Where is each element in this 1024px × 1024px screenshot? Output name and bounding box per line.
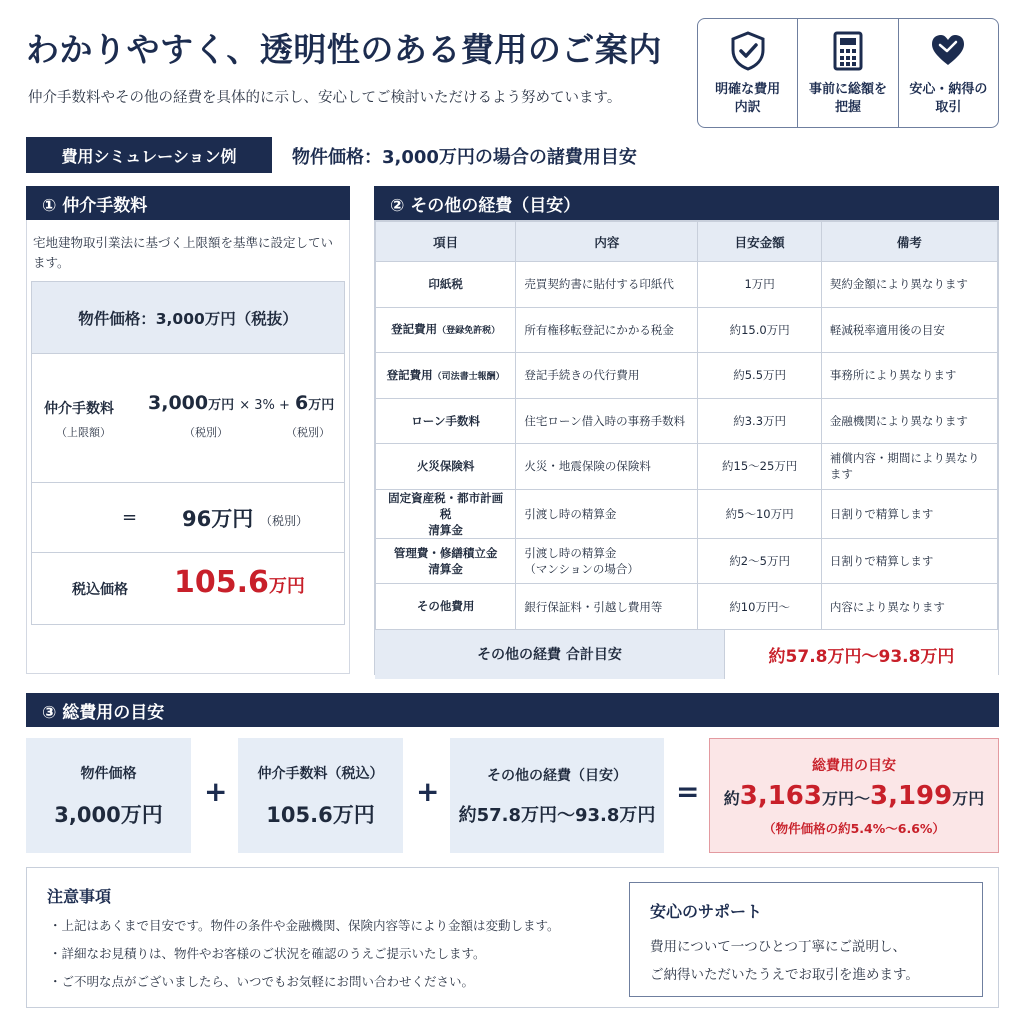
expense-note: 補償内容・期間により異なります	[821, 444, 997, 490]
expense-amount: 1万円	[698, 262, 821, 308]
table-row	[376, 262, 998, 308]
formula-a-tax-note: （税別）	[184, 426, 228, 439]
summary-property-price	[26, 738, 191, 853]
badge-label: 明確な費用 内訳	[715, 82, 781, 115]
table-row	[376, 307, 998, 353]
summary-total	[709, 738, 999, 853]
expense-item: 火災保険料	[376, 444, 516, 490]
calculator-icon	[830, 31, 866, 71]
expense-content: 火災・地震保険の保険料	[516, 444, 698, 490]
plus-sign: +	[416, 775, 440, 808]
note-line: ・詳細なお見積りは、物件やお客様のご状況を確認のうえご提示いたします。	[49, 946, 486, 961]
expense-amount: 約2～5万円	[698, 538, 821, 584]
support-line: 費用について一つひとつ丁寧にご説明し、	[650, 939, 906, 955]
fee-calculation-box	[31, 281, 345, 625]
simulation-tag: 費用シミュレーション例	[26, 137, 272, 173]
badge-label: 安心・納得の 取引	[909, 82, 988, 115]
tax-included-value: 105.6万円	[174, 565, 305, 600]
expense-content: 銀行保証料・引越し費用等	[516, 584, 698, 630]
table-header-row	[376, 222, 998, 262]
expense-item: その他費用	[376, 584, 516, 630]
expense-content: 登記手続きの代行費用	[516, 353, 698, 399]
formula-b-tax-note: （税別）	[286, 426, 330, 439]
table-row	[376, 398, 998, 444]
summary-label: 仲介手数料（税込）	[257, 765, 384, 782]
expense-content: 所有権移転登記にかかる税金	[516, 307, 698, 353]
summary-brokerage-fee	[238, 738, 403, 853]
shield-check-icon	[730, 31, 766, 71]
expense-note: 事務所により異なります	[821, 353, 997, 399]
legal-basis-note: 宅地建物取引業法に基づく上限額を基準に設定しています。	[33, 235, 334, 270]
equals-sign: =	[676, 775, 700, 808]
expense-content: 引渡し時の精算金	[516, 489, 698, 538]
fee-formula: 3,000万円 × 3% + 6万円	[148, 392, 335, 414]
fee-result-row	[32, 483, 344, 553]
expense-content: 引渡し時の精算金 （マンションの場合）	[516, 538, 698, 584]
tax-included-label: 税込価格	[72, 582, 128, 598]
expense-item: ローン手数料	[376, 398, 516, 444]
section2-header: ② その他の経費（目安）	[374, 186, 999, 220]
summary-total-label: 総費用の目安	[812, 757, 896, 774]
support-title: 安心のサポート	[650, 902, 763, 921]
support-line: ご納得いただいたうえでお取引を進めます。	[650, 967, 919, 983]
expense-item: 印紙税	[376, 262, 516, 308]
section1-header: ① 仲介手数料	[26, 186, 350, 220]
section3-header: ③ 総費用の目安	[26, 693, 999, 727]
expense-item-detail: （司法書士報酬）	[432, 371, 505, 382]
column-header: 目安金額	[698, 222, 821, 262]
plus-sign: +	[204, 775, 228, 808]
tax-included-row	[32, 553, 344, 624]
page-title: わかりやすく、透明性のある費用のご案内	[26, 30, 662, 69]
fee-result-tax-note: （税別）	[260, 514, 309, 528]
expense-amount: 約15～25万円	[698, 444, 821, 490]
expense-content: 売買契約書に貼付する印紙代	[516, 262, 698, 308]
column-header: 内容	[516, 222, 698, 262]
expense-note: 内容により異なります	[821, 584, 997, 630]
expense-amount: 約5.5万円	[698, 353, 821, 399]
fee-formula-row	[32, 354, 344, 483]
note-line: ・ご不明な点がございましたら、いつでもお気軽にお問い合わせください。	[49, 974, 475, 989]
note-line: ・上記はあくまで目安です。物件の条件や金融機関、保険内容等により金額は変動します。	[49, 918, 560, 933]
badge-label: 事前に総額を 把握	[808, 82, 887, 115]
expense-item: 登記費用（登録免許税）	[376, 307, 516, 353]
notes-title: 注意事項	[47, 887, 112, 906]
expense-content: 住宅ローン借入時の事務手数料	[516, 398, 698, 444]
summary-label: 物件価格	[80, 765, 137, 782]
heart-icon	[930, 31, 966, 71]
table-row	[376, 538, 998, 584]
table-row	[376, 489, 998, 538]
badge-total-upfront	[797, 19, 897, 127]
expenses-total-value: 約57.8万円～93.8万円	[725, 630, 998, 679]
fee-label: 仲介手数料	[44, 401, 114, 417]
table-row	[376, 444, 998, 490]
expenses-total-row	[375, 630, 998, 679]
expense-amount: 約10万円～	[698, 584, 821, 630]
expenses-table	[375, 221, 998, 630]
summary-other-expenses	[450, 738, 664, 853]
equals-sign: =	[122, 507, 138, 528]
expense-item: 管理費・修繕積立金 清算金	[376, 538, 516, 584]
table-row	[376, 584, 998, 630]
badge-clear-breakdown	[698, 19, 797, 127]
column-header: 項目	[376, 222, 516, 262]
expense-amount: 約5～10万円	[698, 489, 821, 538]
column-header: 備考	[821, 222, 997, 262]
expense-item: 固定資産税・都市計画税 清算金	[376, 489, 516, 538]
table-row	[376, 353, 998, 399]
summary-total-percentage: （物件価格の約5.4%～6.6%）	[763, 820, 945, 836]
fee-cap-label: （上限額）	[56, 426, 111, 439]
brokerage-fee-panel	[26, 186, 350, 674]
notes-panel	[26, 867, 999, 1008]
fee-result: 96万円	[182, 507, 254, 531]
expense-item: 登記費用（司法書士報酬）	[376, 353, 516, 399]
expense-note: 日割りで精算します	[821, 538, 997, 584]
summary-value: 3,000万円	[54, 802, 163, 827]
other-expenses-panel	[374, 220, 999, 675]
expense-note: 軽減税率適用後の目安	[821, 307, 997, 353]
expense-note: 日割りで精算します	[821, 489, 997, 538]
simulation-description: 物件価格：3,000万円の場合の諸費用目安	[292, 147, 637, 168]
badge-peace-of-mind	[898, 19, 998, 127]
page-subtitle: 仲介手数料やその他の経費を具体的に示し、安心してご検討いただけるよう努めています。	[28, 90, 622, 106]
expense-note: 金融機関により異なります	[821, 398, 997, 444]
summary-label: その他の経費（目安）	[487, 767, 627, 784]
summary-total-value: 約3,163万円～3,199万円	[723, 780, 985, 811]
property-price-label: 物件価格：3,000万円（税抜）	[32, 282, 344, 354]
support-box	[629, 882, 983, 997]
expenses-total-label: その他の経費 合計目安	[375, 630, 725, 679]
summary-value: 105.6万円	[266, 802, 375, 827]
summary-value: 約57.8万円～93.8万円	[458, 804, 656, 826]
expense-item-detail: （登録免許税）	[437, 326, 501, 337]
expense-amount: 約15.0万円	[698, 307, 821, 353]
feature-badges	[697, 18, 999, 128]
expense-amount: 約3.3万円	[698, 398, 821, 444]
expense-note: 契約金額により異なります	[821, 262, 997, 308]
